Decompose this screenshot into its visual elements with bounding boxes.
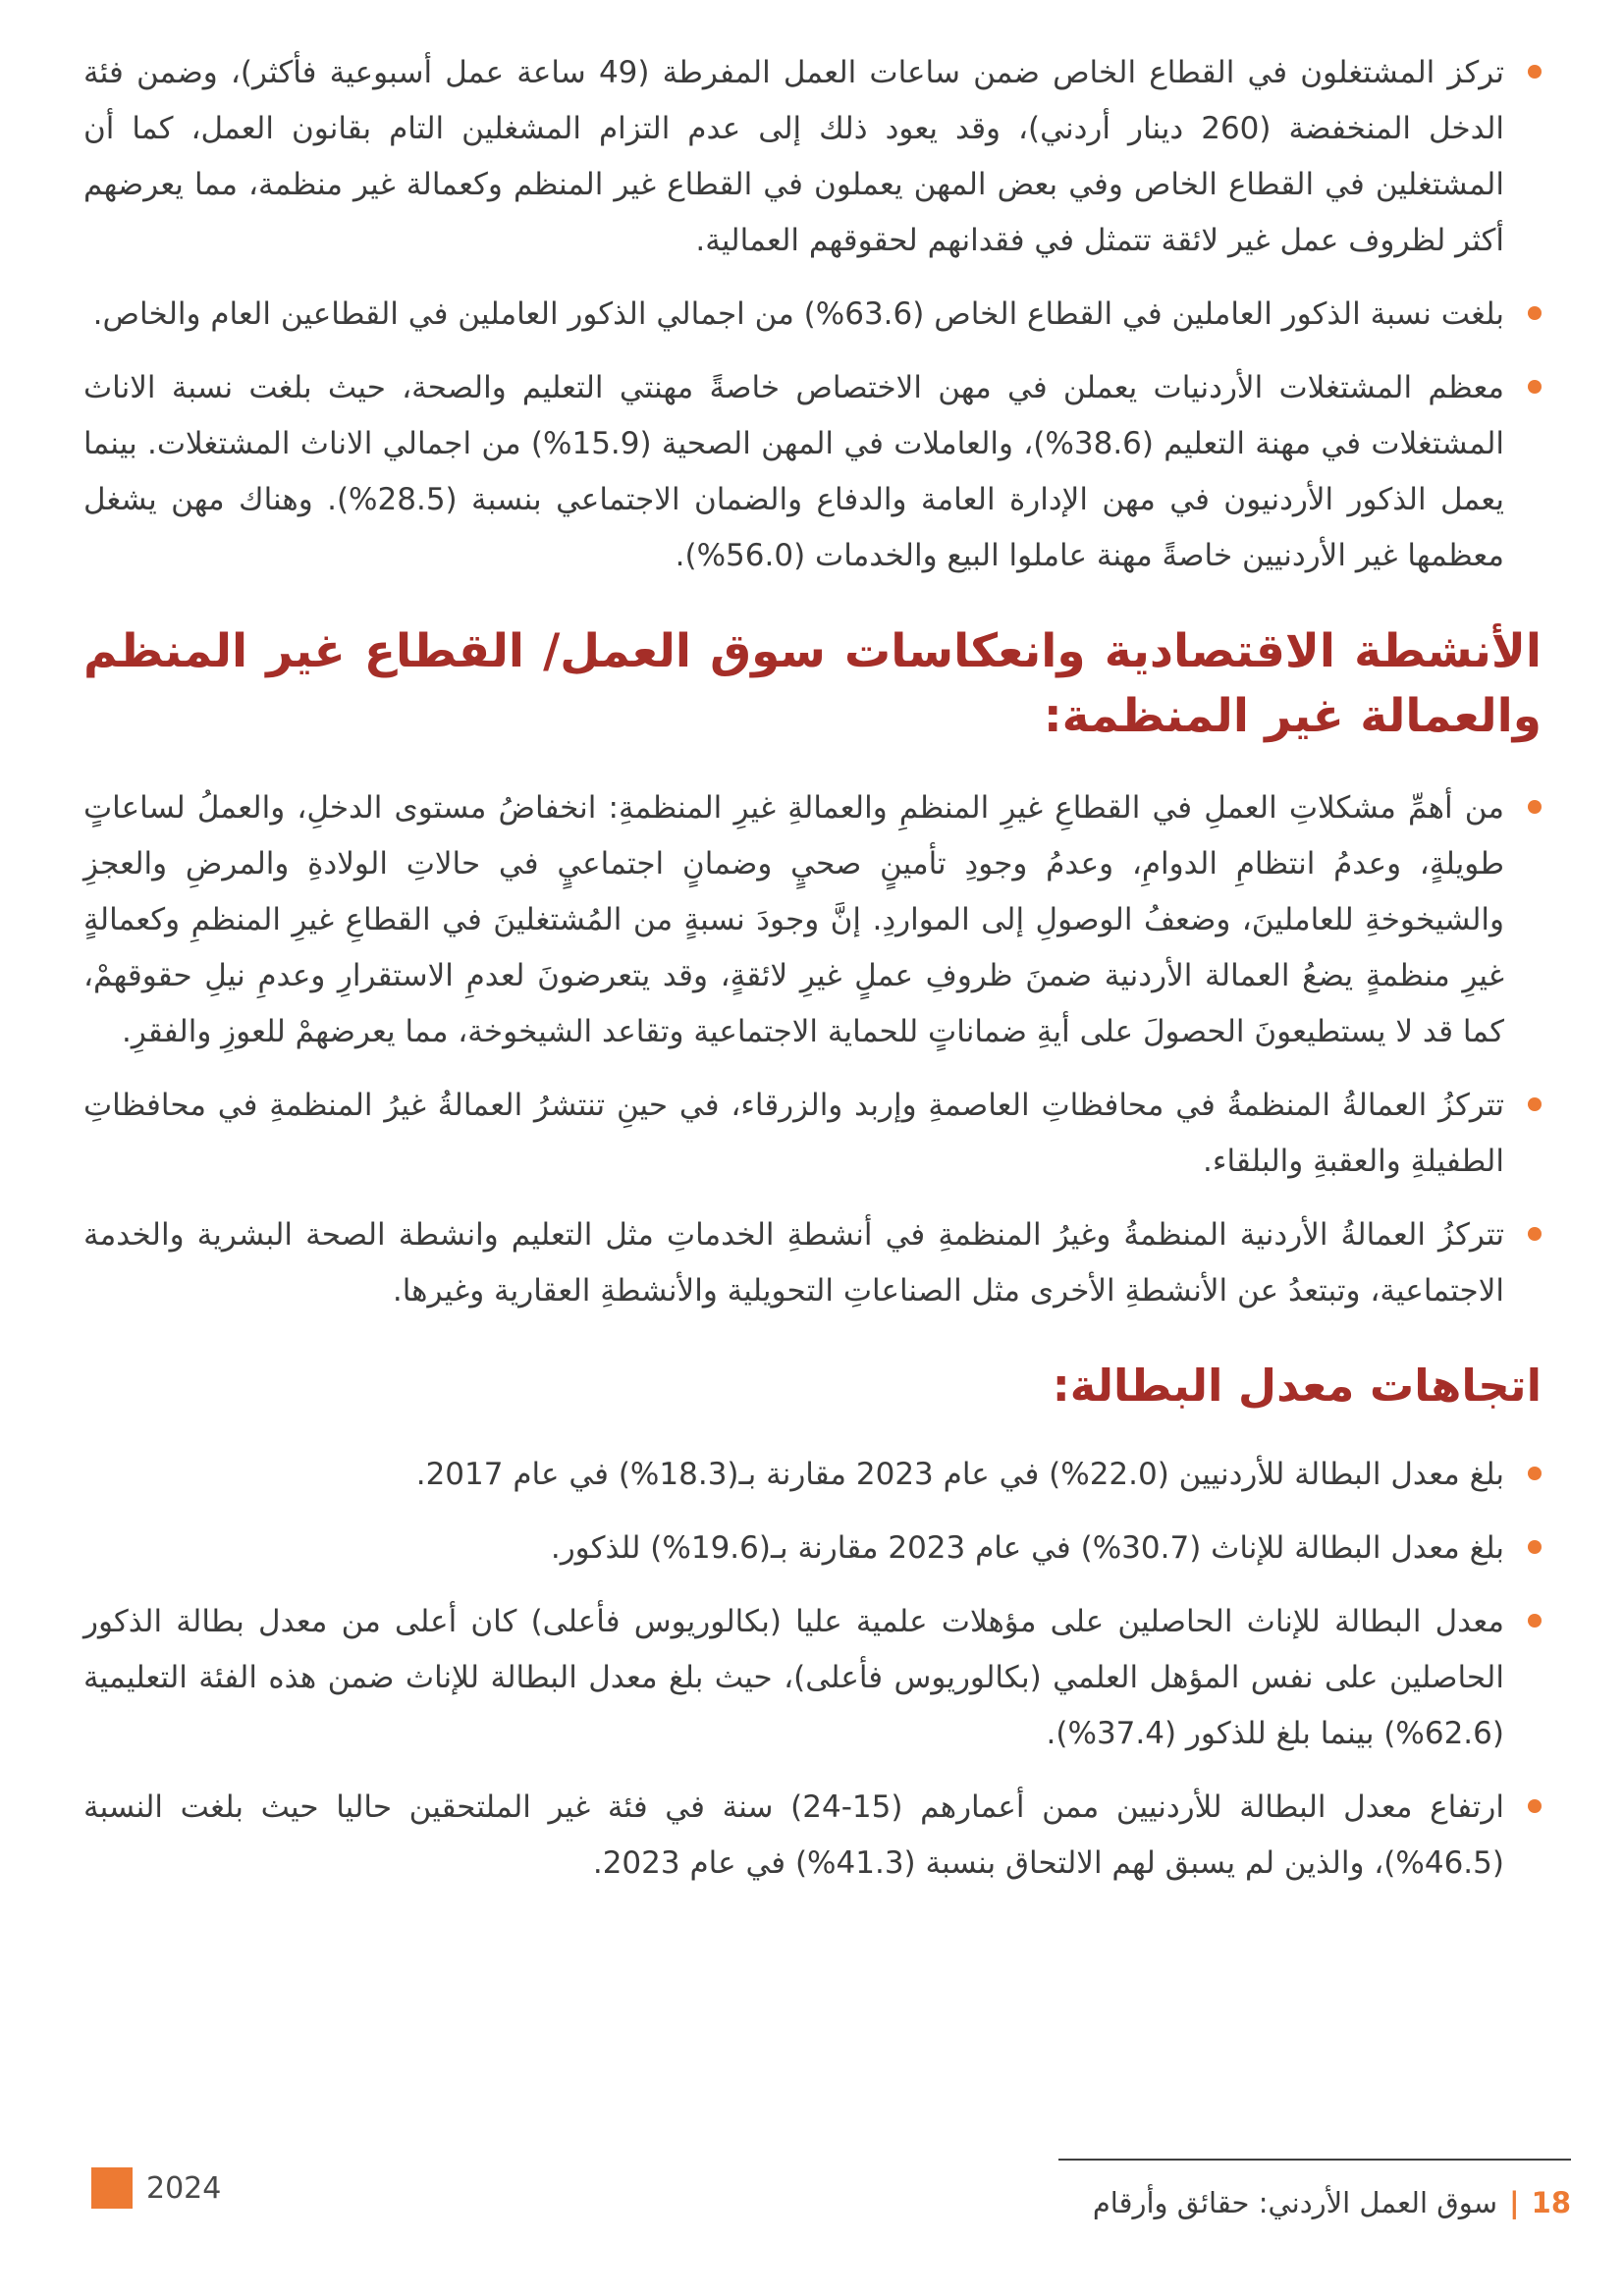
- footer-separator: |: [1509, 2186, 1520, 2219]
- intro-bullet-list: [83, 45, 1542, 584]
- bullet-item: [83, 1780, 1542, 1892]
- heading-line-1: الأنشطة الاقتصادية وانعكاسات سوق العمل/ القطاع غير المنظم: [83, 624, 1542, 678]
- bullet-item: [83, 360, 1542, 584]
- bullet-icon: [1528, 800, 1542, 814]
- bullet-text: معظم المشتغلات الأردنيات يعملن في مهن الاختصاص خاصةً مهنتي التعليم والصحة، حيث بلغت نسبة الاناث المشتغلات في مهنة التعليم (38.6%)، والعاملات في المهن الصحية (15.9%) من اجمالي الاناث المشتغلات. بينما يعمل الذكور الأردنيون في مهن الإدارة العامة والدفاع والضمان الاجتماعي بنسبة (28.5%). وهناك مهن يشغل معظمها غير الأردنيين خاصةً مهنة عاملوا البيع والخدمات (56.0%).: [83, 370, 1505, 573]
- bullet-text: تتركزُ العمالةُ المنظمةُ في محافظاتِ العاصمةِ وإربد والزرقاء، في حينِ تنتشرُ العمالةُ غيرُ المنظمةِ في محافظاتِ الطفيلةِ والعقبةِ والبلقاء.: [83, 1088, 1504, 1179]
- bullet-text: بلغ معدل البطالة للإناث (30.7%) في عام 2023 مقارنة بـ(19.6%) للذكور.: [550, 1530, 1504, 1566]
- bullet-icon: [1528, 1467, 1542, 1480]
- bullet-item: [83, 1447, 1542, 1503]
- bullet-text: معدل البطالة للإناث الحاصلين على مؤهلات علمية عليا (بكالوريوس فأعلى) كان أعلى من معدل بطالة الذكور الحاصلين على نفس المؤهل العلمي (بكالوريوس فأعلى)، حيث بلغ معدل البطالة للإناث ضمن هذه الفئة التعليمية (62.6%) بينما بلغ للذكور (37.4%).: [83, 1604, 1504, 1751]
- bullet-item: [83, 1078, 1542, 1190]
- bullet-text: ارتفاع معدل البطالة للأردنيين ممن أعمارهم (15-24) سنة في فئة غير الملتحقين حاليا حيث بلغت النسبة (46.5%)، والذين لم يسبق لهم الالتحاق بنسبة (41.3%) في عام 2023.: [83, 1789, 1505, 1881]
- bullet-text: تتركزُ العمالةُ الأردنية المنظمةُ وغيرُ المنظمةِ في أنشطةِ الخدماتِ مثل التعليم وانشطة الصحة البشرية والخدمة الاجتماعية، وتبتعدُ عن الأنشطةِ الأخرى مثل الصناعاتِ التحويلية والأنشطةِ العقارية وغيرها.: [83, 1217, 1504, 1308]
- year-marker-square: [91, 2167, 133, 2209]
- heading-line-2: والعمالة غير المنظمة:: [1043, 689, 1542, 743]
- footer-year-block: [91, 2167, 221, 2209]
- bullet-icon: [1528, 65, 1542, 79]
- bullet-icon: [1528, 1614, 1542, 1628]
- year-label: 2024: [146, 2170, 222, 2206]
- bullet-icon: [1528, 1540, 1542, 1554]
- bullet-text: من أهمِّ مشكلاتِ العملِ في القطاعِ غيرِ المنظمِ والعمالةِ غيرِ المنظمةِ: انخفاضُ مستوى الدخلِ، والعملُ لساعاتٍ طويلةٍ، وعدمُ انتظامِ الدوامِ، وعدمُ وجودِ تأمينٍ صحيٍ وضمانٍ اجتماعيٍ في حالاتِ الولادةِ والمرضِ والعجزِ والشيخوخةِ للعاملينَ، وضعفُ الوصولِ إلى المواردِ. إنَّ وجودَ نسبةٍ من المُشتغلينَ في القطاعِ غيرِ المنظمِ وكعمالةٍ غيرِ منظمةٍ يضعُ العمالة الأردنية ضمنَ ظروفِ عملٍ غيرِ لائقةٍ، وقد يتعرضونَ لعدمِ الاستقرارِ وعدمِ نيلِ حقوقهمْ، كما قد لا يستطيعونَ الحصولَ على أيةِ ضماناتٍ للحماية الاجتماعية وتقاعد الشيخوخة، مما يعرضهمْ للعوزِ والفقرِ.: [83, 790, 1504, 1049]
- bullet-item: [83, 45, 1542, 269]
- bullet-text: بلغت نسبة الذكور العاملين في القطاع الخاص (63.6%) من اجمالي الذكور العاملين في القطاعين العام والخاص.: [92, 296, 1504, 332]
- footer-rule: [1058, 2159, 1571, 2161]
- page-footer: [0, 2149, 1624, 2296]
- bullet-icon: [1528, 380, 1542, 394]
- bullet-icon: [1528, 1227, 1542, 1241]
- bullet-item: [83, 1521, 1542, 1576]
- unemployment-bullet-list: [83, 1447, 1542, 1892]
- bullet-item: [83, 1207, 1542, 1319]
- bullet-icon: [1528, 1799, 1542, 1813]
- footer-crumb: [1058, 2186, 1571, 2219]
- bullet-text: بلغ معدل البطالة للأردنيين (22.0%) في عام 2023 مقارنة بـ(18.3%) في عام 2017.: [415, 1457, 1504, 1492]
- informal-sector-bullet-list: [83, 780, 1542, 1319]
- page-number: 18: [1531, 2186, 1571, 2219]
- bullet-icon: [1528, 1097, 1542, 1111]
- bullet-item: [83, 287, 1542, 343]
- document-title: سوق العمل الأردني: حقائق وأرقام: [1092, 2186, 1498, 2219]
- section-heading-informal-sector: [83, 619, 1542, 749]
- footer-page-info: [1058, 2159, 1571, 2219]
- bullet-text: تركز المشتغلون في القطاع الخاص ضمن ساعات العمل المفرطة (49 ساعة عمل أسبوعية فأكثر)، وضمن فئة الدخل المنخفضة (260 دينار أردني)، وقد يعود ذلك إلى عدم التزام المشغلين التام بقانون العمل، كما أن المشتغلين في القطاع الخاص وفي بعض المهن يعملون في القطاع غير المنظم وكعمالة غير منظمة، مما يعرضهم أكثر لظروف عمل غير لائقة تتمثل في فقدانهم لحقوقهم العمالية.: [83, 55, 1504, 258]
- section-heading-unemployment-trends: اتجاهات معدل البطالة:: [1052, 1360, 1542, 1412]
- bullet-icon: [1528, 306, 1542, 320]
- bullet-item: [83, 1594, 1542, 1762]
- bullet-item: [83, 780, 1542, 1060]
